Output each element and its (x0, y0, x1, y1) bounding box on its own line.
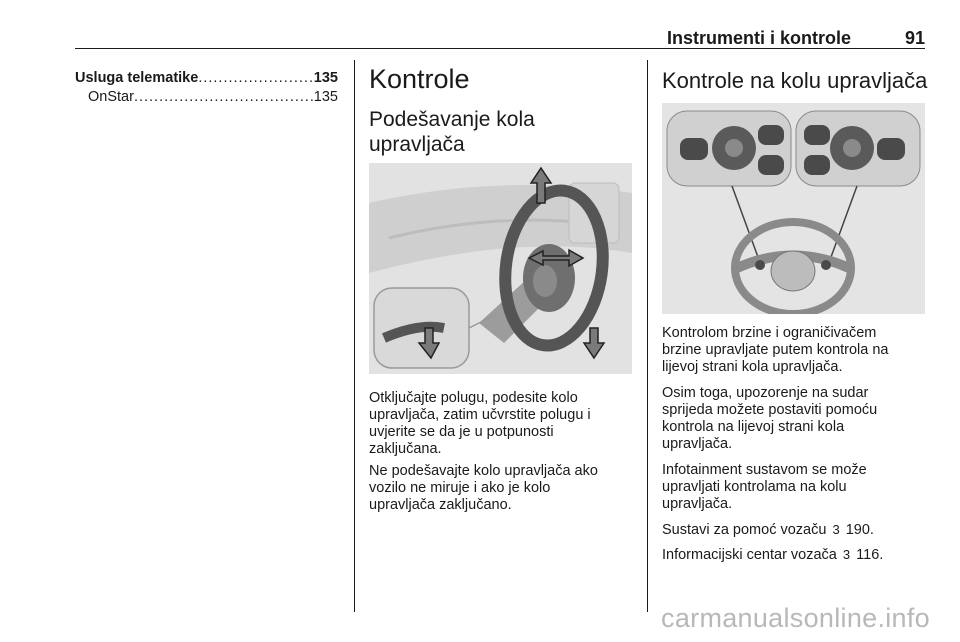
watermark: carmanualsonline.info (661, 603, 930, 633)
toc-entry-page: 135 (313, 70, 338, 86)
column-divider-right (647, 60, 648, 612)
toc-leader-dots (198, 70, 313, 86)
text-line: upravljača. (662, 436, 733, 452)
reference-page: 116. (856, 547, 884, 563)
steering-controls-illustration (662, 103, 925, 314)
paragraph-collision-warning (662, 385, 932, 453)
text-line: Osim toga, upozorenje na sudar (662, 385, 869, 401)
page-header (75, 26, 925, 49)
toc-leader-dots (134, 89, 314, 105)
column-divider-left (354, 60, 355, 612)
reference-driver-assistance[interactable] (662, 521, 932, 539)
text-line: upravljača. (662, 496, 733, 512)
text-line: upravljati kontrolama na kolu (662, 479, 847, 495)
text-line: Ne podešavajte kolo upravljača ako (369, 463, 598, 479)
text-line: vozilo ne miruje i ako je kolo (369, 480, 551, 496)
paragraph-adjust-warning (369, 463, 639, 514)
text-line: lijevoj strani kola upravljača. (662, 359, 843, 375)
page-number: 91 (904, 28, 925, 48)
page-header-title: Instrumenti i kontrole (666, 28, 851, 48)
page-reference-icon: 3 (832, 522, 840, 537)
toc-entry-page: 135 (313, 89, 338, 105)
text-line: upravljača zaključano. (369, 497, 512, 513)
text-line: kontrola na lijevoj strani kola (662, 419, 845, 435)
text-line: upravljača, zatim učvrstite polugu i (369, 407, 591, 423)
paragraph-infotainment (662, 462, 932, 513)
steering-adjust-illustration (369, 163, 632, 374)
text-line: Kontrolom brzine i ograničivačem (662, 325, 877, 341)
paragraph-cruise-control (662, 325, 932, 376)
subsection-heading-line2: upravljača (369, 133, 465, 156)
page-reference-icon: 3 (842, 547, 851, 562)
subsection-heading-line1: Podešavanje kola (369, 108, 535, 131)
reference-text: Sustavi za pomoć vozaču (662, 522, 827, 538)
paragraph-adjust-instructions (369, 390, 639, 458)
reference-text: Informacijski centar vozača (662, 547, 837, 563)
text-line: Otključajte polugu, podesite kolo (369, 390, 578, 406)
toc-entry-label: Usluga telematike (75, 70, 199, 86)
section-heading: Kontrole (369, 64, 470, 94)
reference-driver-info-center[interactable] (662, 546, 932, 564)
toc-entry-label: OnStar (88, 89, 134, 105)
reference-page: 190. (845, 522, 874, 538)
toc-entry-telematics[interactable] (75, 70, 338, 86)
toc-entry-onstar[interactable] (88, 89, 338, 105)
text-line: zaključana. (369, 441, 442, 457)
section-heading-steering-controls: Kontrole na kolu upravljača (662, 68, 928, 93)
text-line: uvjerite se da je u potpunosti (369, 424, 554, 440)
text-line: brzine upravljate putem kontrola na (662, 342, 889, 358)
text-line: Infotainment sustavom se može (662, 462, 867, 478)
text-line: sprijeda možete postaviti pomoću (662, 402, 878, 418)
